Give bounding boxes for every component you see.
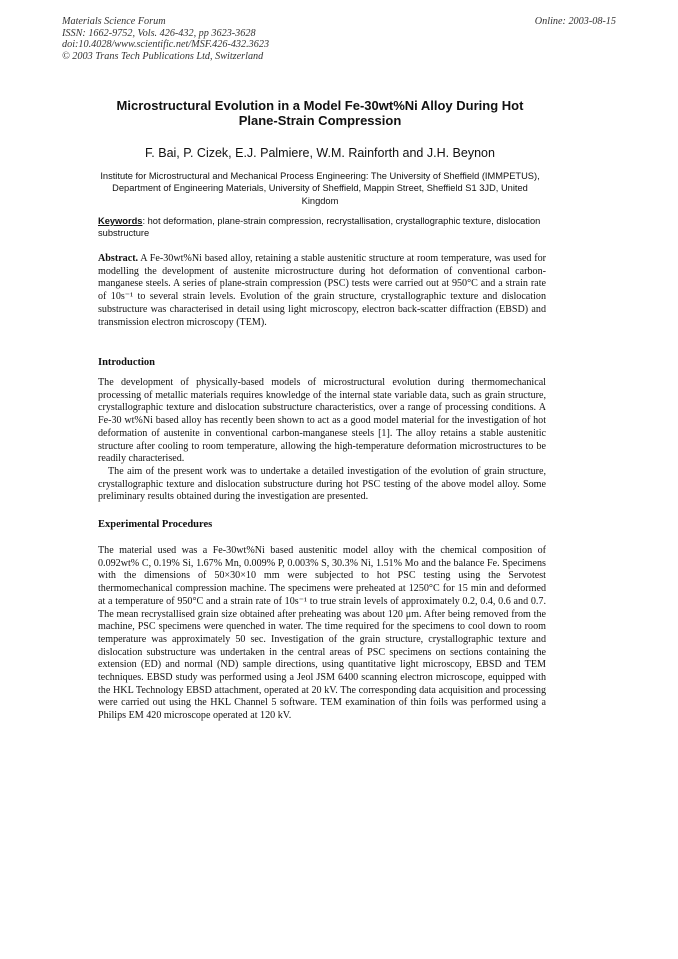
introduction-heading: Introduction <box>98 357 155 368</box>
journal-name: Materials Science Forum <box>62 16 166 27</box>
abstract-text: A Fe-30wt%Ni based alloy, retaining a stable austenitic structure at room temperature, was used for modelling the development of austenite microstructure during hot deformation of conventional carbon-manganese steels. A series of plane-strain compression (PSC) tests were carried out at 950°C and a strain rate of 10s⁻¹ to several strain levels. Evolution of the grain structure, crystallographic texture and dislocation substructure was characterised in detail using light microscopy, electron back-scatter diffraction (EBSD) and transmission electron microscopy (TEM). <box>98 253 546 328</box>
abstract <box>98 253 546 329</box>
doi-line: doi:10.4028/www.scientific.net/MSF.426-432.3623 <box>62 39 270 51</box>
journal-header <box>62 16 269 62</box>
experimental-heading: Experimental Procedures <box>98 519 213 530</box>
introduction-paragraph-1: The development of physically-based models of microstructural evolution during thermomechanical processing of metallic materials requires knowledge of the internal state variable data, such as grain structure, crystallographic texture and dislocation substructure characteristics, over a range of processing conditions. A Fe-30 wt%Ni based alloy has recently been shown to act as a good model material for the investigation of hot deformation of austenite in conventional carbon-manganese steels [1]. The alloy retains a stable austenitic structure after cooling to room temperature, allowing the high-temperature deformation microstructures to be readily characterised. <box>98 377 546 465</box>
keywords-label: Keywords <box>98 216 143 226</box>
issn-line: ISSN: 1662-9752, Vols. 426-432, pp 3623-3628 <box>62 27 256 39</box>
experimental-paragraph: The material used was a Fe-30wt%Ni based austenitic model alloy with the chemical composition of 0.092wt% C, 0.19% Si, 1.67% Mn, 0.009% P, 0.003% S, 30.3% Ni, 1.51% Mo and the balance Fe. Specimens with the dimensions of 50×30×10 mm were subjected to hot PSC testing using the Servotest thermomechanical compression machine. The specimens were preheated at 1250°C for 15 min and deformed at a temperature of 950°C and a strain rate of 10s⁻¹ to true strain levels of approximately 0.2, 0.4, 0.6 and 0.7. The mean recrystallised grain size obtained after preheating was about 120 μm. After being removed from the machine, PSC specimens were quenched in water. The time required for the specimens to cool down to room temperature was approximately 50 sec. Investigation of the grain structure, crystallographic texture and dislocation substructure was undertaken in the central areas of PSC specimens on sections containing the extension (ED) and normal (ND) sample directions, using quantitative light microscopy, EBSD and TEM techniques. EBSD study was performed using a Jeol JSM 6400 scanning electron microscope, equipped with the HKL Technology EBSD attachment, operated at 20 kV. The corresponding data acquisition and processing were carried out using the HKL Channel 5 software. TEM examination of thin foils was performed using a Philips EM 420 microscope operated at 120 kV. <box>98 545 546 722</box>
online-date: Online: 2003-08-15 <box>534 16 616 27</box>
author-affiliation: Institute for Microstructural and Mechanical Process Engineering: The University of Sheffield (IMMPETUS), Department of Engineering Materials, University of Sheffield, Mappin Street, Sheffield S1 3JD, United Kingdom <box>100 171 540 206</box>
keywords <box>98 215 546 239</box>
paper-title: Microstructural Evolution in a Model Fe-30wt%Ni Alloy During Hot Plane-Strain Compression <box>116 98 524 128</box>
paper-authors: F. Bai, P. Cizek, E.J. Palmiere, W.M. Rainforth and J.H. Beynon <box>145 146 495 160</box>
keywords-text: : hot deformation, plane-strain compression, recrystallisation, crystallographic texture, dislocation substructure <box>98 216 541 238</box>
copyright-line: © 2003 Trans Tech Publications Ltd, Switzerland <box>62 50 264 62</box>
abstract-label: Abstract. <box>98 253 139 264</box>
introduction-paragraph-2: The aim of the present work was to undertake a detailed investigation of the evolution of grain structure, crystallographic texture and dislocation substructure during hot PSC testing of the above model alloy. Some preliminary results obtained during the investigation are presented. <box>98 466 546 503</box>
